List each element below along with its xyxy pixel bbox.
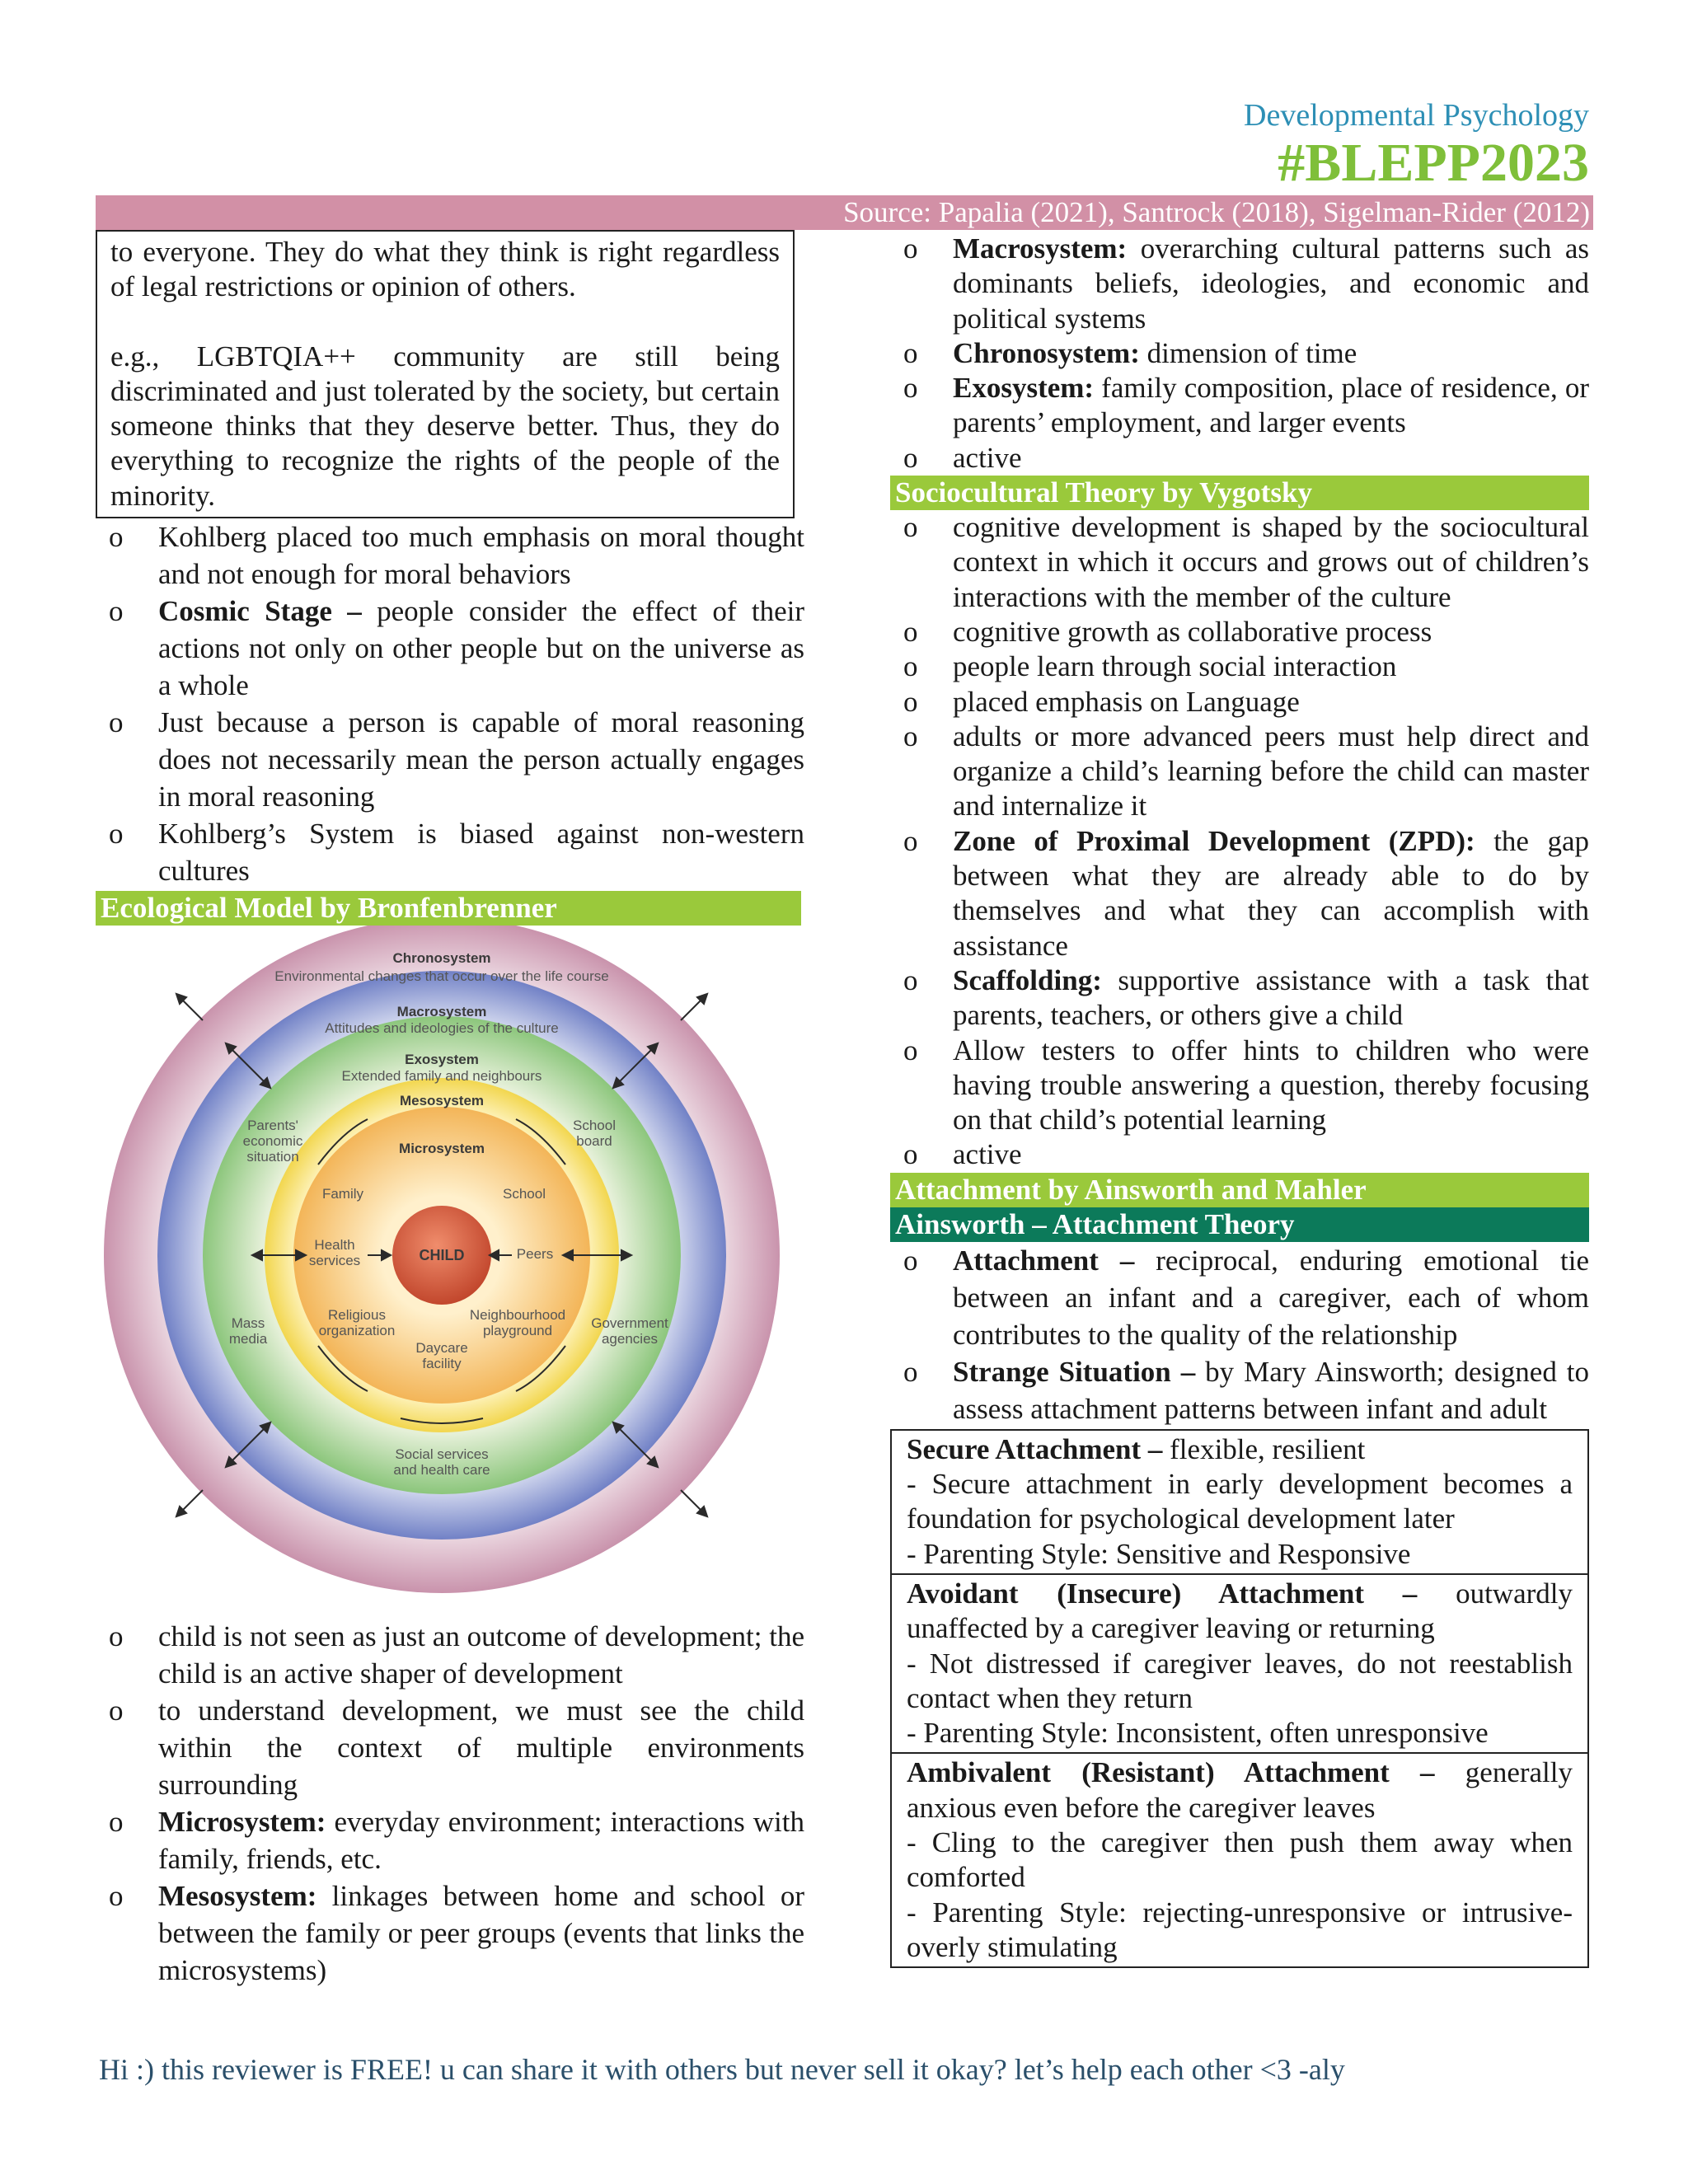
kohlberg-critique-item-term: Cosmic Stage – — [158, 595, 362, 628]
neighbourhood-label-2: playground — [482, 1323, 553, 1339]
sociocultural-item — [890, 510, 1589, 615]
attachment-type-title — [907, 1577, 1573, 1647]
exosystem-label: Exosystem — [405, 1052, 479, 1068]
attachment-type-detail: - Cling to the caregiver then push them away when comforted — [907, 1825, 1573, 1894]
moral-reasoning-box — [96, 230, 795, 518]
sociocultural-item-text: supportive assistance with a task that parents, teachers, or others give a child — [953, 963, 1589, 1032]
ecological-systems-list — [890, 232, 1589, 476]
kohlberg-critique-item — [96, 593, 804, 704]
mass-media-label-1: Mass — [231, 1315, 265, 1332]
sociocultural-item — [890, 719, 1589, 824]
sociocultural-item-text: adults or more advanced peers must help direct and organize a child’s learning before the child can master and internalize it — [953, 719, 1589, 823]
attachment-type-cell — [890, 1575, 1589, 1754]
attachment-type-cell — [890, 1754, 1589, 1968]
box-paragraph-2: e.g., LGBTQIA++ community are still being discriminated and just tolerated by the society, but certain someone thinks that they deserve better. Thus, they do everything to recognize the rights of the people of the minority. — [110, 340, 780, 512]
ecological-model-item-term: Microsystem: — [158, 1806, 326, 1839]
bronfenbrenner-diagram — [96, 926, 804, 1618]
ecological-model-item — [96, 1877, 804, 1989]
attachment-item-text: by Mary Ainsworth; designed to assess attachment patterns between infant and adult — [953, 1355, 1589, 1425]
sociocultural-item — [890, 824, 1589, 963]
parents-label-3: situation — [246, 1149, 299, 1165]
sociocultural-item-text: the gap between what they are already able to do by themselves and what they can accomplish with assistance — [953, 824, 1589, 962]
ecological-heading: Ecological Model by Bronfenbrenner — [96, 891, 801, 926]
ecological-system-item-text: dimension of time — [1139, 336, 1357, 369]
kohlberg-critique-item — [96, 518, 804, 593]
neighbourhood-label-1: Neighbourhood — [469, 1307, 566, 1324]
ecological-model-item — [96, 1692, 804, 1803]
attachment-item — [890, 1242, 1589, 1353]
exosystem-desc: Extended family and neighbours — [341, 1068, 542, 1085]
attachment-item — [890, 1353, 1589, 1427]
box-paragraph-1: to everyone. They do what they think is right regardless of legal restrictions or opinion of others. — [110, 236, 780, 303]
sociocultural-item — [890, 615, 1589, 649]
ainsworth-heading: Ainsworth – Attachment Theory — [890, 1207, 1589, 1242]
sociocultural-item — [890, 1137, 1589, 1172]
school-board-label-2: board — [576, 1133, 612, 1150]
parents-label-2: economic — [242, 1133, 303, 1150]
child-label: CHILD — [419, 1247, 465, 1264]
macrosystem-label: Macrosystem — [396, 1004, 487, 1020]
attachment-item-term: Attachment – — [953, 1244, 1135, 1277]
attachment-type-title — [907, 1432, 1573, 1467]
kohlberg-critique-item-text: Just because a person is capable of moral reasoning does not necessarily mean the person actually engages in moral reasoning — [158, 706, 804, 813]
attachment-type-detail: - Parenting Style: Inconsistent, often unresponsive — [907, 1717, 1489, 1750]
school-label: School — [503, 1186, 546, 1202]
sociocultural-item — [890, 1033, 1589, 1138]
attachment-type-detail: - Parenting Style: rejecting-unresponsive or intrusive-overly stimulating — [907, 1896, 1573, 1963]
sociocultural-item — [890, 963, 1589, 1033]
sociocultural-item — [890, 649, 1589, 684]
family-label: Family — [321, 1186, 364, 1202]
ecological-model-list — [96, 1618, 804, 1989]
sociocultural-item-term: Zone of Proximal Development (ZPD): — [953, 824, 1475, 857]
attachment-type-name: Avoidant (Insecure) Attachment – — [907, 1577, 1418, 1610]
ecological-system-item-term: Chronosystem: — [953, 336, 1140, 369]
health-label-1: Health — [314, 1237, 355, 1254]
government-label-2: agencies — [601, 1331, 659, 1347]
peers-label: Peers — [516, 1246, 554, 1263]
attachment-type-desc: outwardly unaffected by a caregiver leaving or returning — [907, 1577, 1573, 1645]
sociocultural-item — [890, 685, 1589, 719]
attachment-types-table — [890, 1429, 1589, 1968]
left-column — [96, 230, 804, 1989]
kohlberg-critique-item-text: Kohlberg’s System is biased against non-western cultures — [158, 818, 804, 888]
sociocultural-heading: Sociocultural Theory by Vygotsky — [890, 476, 1589, 510]
social-services-label-1: Social services — [395, 1446, 489, 1463]
sociocultural-item-text: cognitive growth as collaborative process — [953, 615, 1432, 648]
sociocultural-item-text: Allow testers to offer hints to children who were having trouble answering a question, thereby focusing on that child’s potential learning — [953, 1033, 1589, 1137]
daycare-label-2: facility — [422, 1356, 462, 1372]
school-board-label-1: School — [573, 1118, 616, 1134]
government-label-1: Government — [591, 1315, 668, 1332]
document-subject: Developmental Psychology — [1244, 98, 1589, 133]
daycare-label-1: Daycare — [415, 1340, 468, 1357]
ecological-system-item — [890, 232, 1589, 336]
kohlberg-critique-item-text: Kohlberg placed too much emphasis on moral thought and not enough for moral behaviors — [158, 521, 804, 591]
ecological-model-item-text: to understand development, we must see the child within the context of multiple environments surrounding — [158, 1694, 804, 1802]
ecological-model-item — [96, 1803, 804, 1877]
right-column — [890, 232, 1589, 1968]
attachment-type-desc: generally anxious even before the caregiver leaves — [907, 1756, 1573, 1824]
attachment-list — [890, 1242, 1589, 1427]
source-bar: Source: Papalia (2021), Santrock (2018), Sigelman-Rider (2012) — [96, 195, 1593, 230]
ecological-system-item — [890, 371, 1589, 441]
attachment-type-desc: flexible, resilient — [1162, 1432, 1366, 1465]
mass-media-label-2: media — [228, 1331, 268, 1347]
ecological-system-item-text: overarching cultural patterns such as dominants beliefs, ideologies, and economic and political systems — [953, 232, 1589, 335]
attachment-type-detail: - Parenting Style: Sensitive and Responsive — [907, 1537, 1411, 1570]
attachment-item-term: Strange Situation – — [953, 1355, 1196, 1388]
ecological-system-item — [890, 336, 1589, 371]
sociocultural-item-text: cognitive development is shaped by the sociocultural context in which it occurs and grows out of children’s interactions with the member of the culture — [953, 511, 1589, 613]
sociocultural-item-text: placed emphasis on Language — [953, 685, 1300, 718]
footer-note: Hi :) this reviewer is FREE! u can share it with others but never sell it okay? let’s help each other <3 -aly — [99, 2053, 1345, 2086]
attachment-type-title — [907, 1755, 1573, 1825]
ecological-diagram — [96, 926, 804, 1618]
parents-label-1: Parents' — [247, 1118, 298, 1134]
sociocultural-item-text: people learn through social interaction — [953, 650, 1397, 683]
religious-label-1: Religious — [328, 1307, 386, 1324]
ecological-model-item-term: Mesosystem: — [158, 1880, 317, 1913]
attachment-type-detail: - Not distressed if caregiver leaves, do not reestablish contact when they return — [907, 1647, 1573, 1714]
ecological-model-item-text: child is not seen as just an outcome of development; the child is an active shaper of development — [158, 1620, 804, 1690]
sociocultural-item-term: Scaffolding: — [953, 963, 1102, 996]
religious-label-2: organization — [318, 1323, 396, 1339]
attachment-heading: Attachment by Ainsworth and Mahler — [890, 1173, 1589, 1207]
attachment-type-detail: - Secure attachment in early development becomes a foundation for psychological development later — [907, 1468, 1573, 1535]
ecological-system-item — [890, 441, 1589, 476]
chronosystem-desc: Environmental changes that occur over the life course — [274, 968, 609, 985]
attachment-type-name: Secure Attachment – — [907, 1432, 1163, 1465]
kohlberg-critique-list — [96, 518, 804, 889]
attachment-item-text: reciprocal, enduring emotional tie between an infant and a caregiver, each of whom contributes to the quality of the relationship — [953, 1244, 1590, 1351]
ecological-system-item-text: family composition, place of residence, or parents’ employment, and larger events — [953, 372, 1589, 439]
kohlberg-critique-item-text: people consider the effect of their actions not only on other people but on the universe as a whole — [158, 595, 805, 702]
attachment-type-name: Ambivalent (Resistant) Attachment – — [907, 1756, 1435, 1789]
social-services-label-2: and health care — [393, 1462, 490, 1479]
kohlberg-critique-item — [96, 704, 804, 815]
microsystem-label: Microsystem — [399, 1141, 485, 1157]
ecological-model-item — [96, 1618, 804, 1692]
ecological-system-item-term: Exosystem: — [953, 372, 1095, 405]
chronosystem-label: Chronosystem — [392, 950, 491, 967]
health-label-2: services — [308, 1253, 361, 1269]
ecological-model-item-text: everyday environment; interactions with family, friends, etc. — [158, 1806, 804, 1876]
ecological-model-item-text: linkages between home and school or between the family or peer groups (events that links the microsystems) — [158, 1880, 804, 1987]
ecological-system-item-term: Macrosystem: — [953, 232, 1128, 265]
ecological-system-item-text: active — [953, 441, 1022, 474]
document-title: #BLEPP2023 — [1278, 133, 1589, 193]
sociocultural-list — [890, 510, 1589, 1173]
mesosystem-label: Mesosystem — [399, 1093, 485, 1109]
attachment-type-cell — [890, 1429, 1589, 1575]
macrosystem-desc: Attitudes and ideologies of the culture — [325, 1020, 559, 1037]
kohlberg-critique-item — [96, 815, 804, 889]
sociocultural-item-text: active — [953, 1138, 1022, 1171]
